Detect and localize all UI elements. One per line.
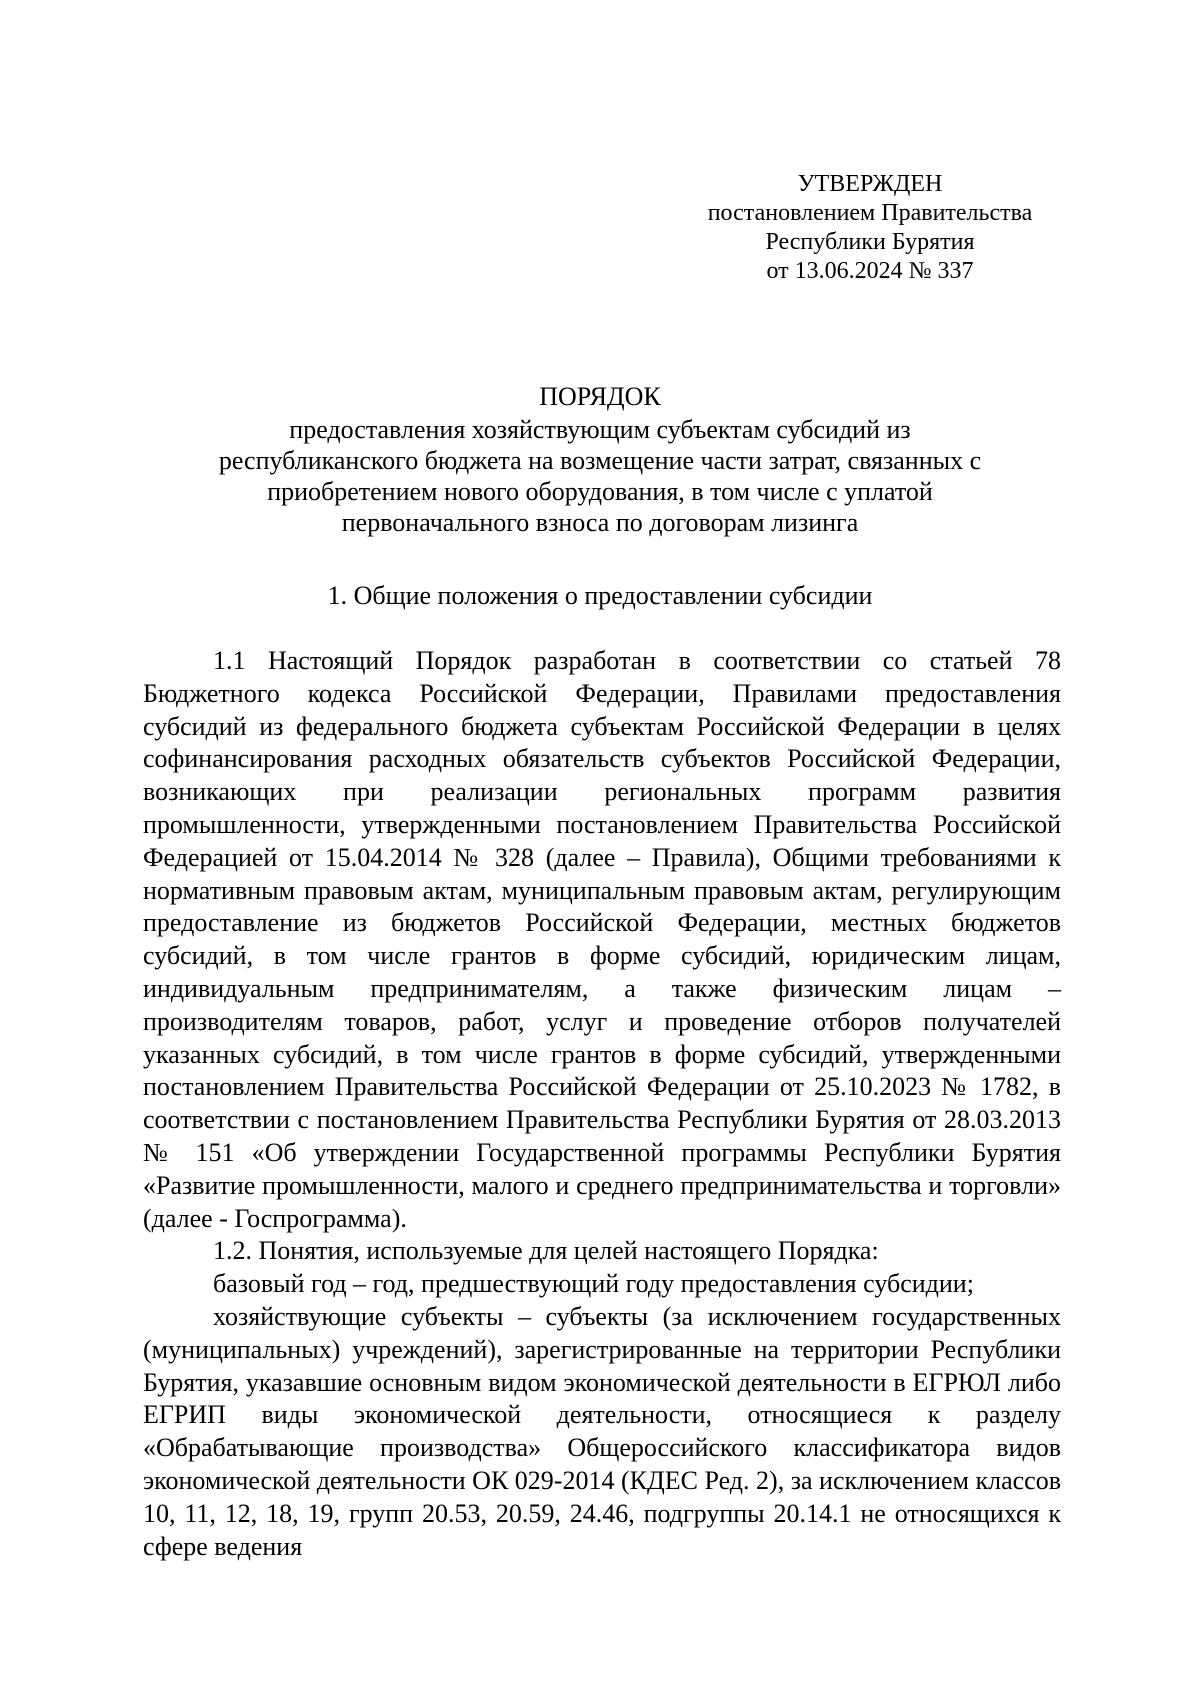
definition-economic-entities: хозяйствующие субъекты – субъекты (за исключением государственных (муниципальных) учреждений), зарегистрированные на территории Республики Бурятия, указавшие основным видом экономической деятельности в ЕГРЮЛ либо ЕГРИП виды экономической деятельности, относящиеся к разделу «Обрабатывающие производства» Общероссийского классификатора видов экономической деятельности ОК 029-2014 (КДЕС Ред. 2), за исключением классов 10, 11, 12, 18, 19, групп 20.53, 20.59, 24.46, подгруппы 20.14.1 не относящихся к сфере ведения [143,1301,1061,1561]
approval-line-decree: постановлением Правительства [707,200,1033,226]
approval-line-republic: Республики Бурятия [765,229,975,255]
definition-base-year: базовый год – год, предшествующий году предоставления субсидии; [213,1269,974,1299]
document-title: ПОРЯДОК [539,382,661,411]
title-block [140,382,1060,538]
section-heading: 1. Общие положения о предоставлении субсидии [327,581,873,610]
approval-line-approved: УТВЕРЖДЕН [797,171,943,197]
document-subtitle-line: предоставления хозяйствующим субъектам субсидий из [289,415,911,444]
approval-line-date-number: от 13.06.2024 № 337 [766,258,974,284]
approval-stamp [690,170,1050,286]
document-subtitle-line: первоначального взноса по договорам лизинга [341,508,859,537]
document-subtitle-line: приобретением нового оборудования, в том числе с уплатой [267,477,933,506]
document-subtitle-line: республиканского бюджета на возмещение части затрат, связанных с [218,446,982,475]
body-text [143,645,1061,1563]
paragraph-1-1: 1.1 Настоящий Порядок разработан в соответствии со статьей 78 Бюджетного кодекса Российской Федерации, Правилами предоставления субсидий из федерального бюджета субъектам Российской Федерации в целях софинансирования расходных обязательств субъектов Российской Федерации, возникающих при реализации региональных программ развития промышленности, утвержденными постановлением Правительства Российской Федерацией от 15.04.2014 № 328 (далее – Правила), Общими требованиями к нормативным правовым актам, муниципальным правовым актам, регулирующим предоставление из бюджетов Российской Федерации, местных бюджетов субсидий, в том числе грантов в форме субсидий, юридическим лицам, индивидуальным предпринимателям, а также физическим лицам – производителям товаров, работ, услуг и проведение отборов получателей указанных субсидий, в том числе грантов в форме субсидий, утвержденными постановлением Правительства Российской Федерации от 25.10.2023 № 1782, в соответствии с постановлением Правительства Республики Бурятия от 28.03.2013 № 151 «Об утверждении Государственной программы Республики Бурятия «Развитие промышленности, малого и среднего предпринимательства и торговли» (далее - Госпрограмма). [143,646,1061,1233]
paragraph-1-2: 1.2. Понятия, используемые для целей настоящего Порядка: [213,1236,879,1266]
